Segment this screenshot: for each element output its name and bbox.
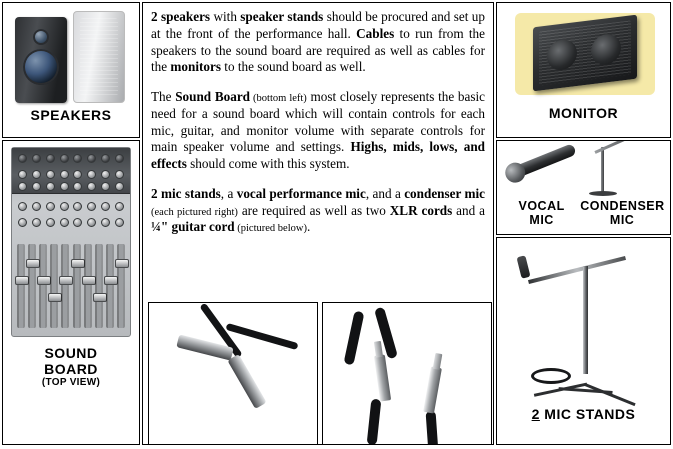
tweeter-icon bbox=[33, 29, 49, 45]
guitar-cable-run bbox=[426, 411, 439, 445]
knob-icon bbox=[60, 170, 69, 179]
knob-icon bbox=[60, 182, 69, 191]
vocal-mic-caption-line1: VOCAL bbox=[518, 199, 565, 213]
microphones-photo bbox=[497, 141, 670, 199]
mic-stands-figure-cell bbox=[496, 237, 671, 445]
p1-bold-cables: Cables bbox=[356, 25, 395, 41]
knob-icon bbox=[115, 218, 124, 227]
mixer-top-panel bbox=[12, 148, 130, 194]
p2-bold-eq: Highs, mids, lows, and effects bbox=[151, 139, 485, 172]
p3-note-pictured-below: (pictured below) bbox=[234, 223, 307, 235]
p3-t12: . bbox=[306, 219, 311, 235]
channel-fader bbox=[39, 244, 47, 328]
channel-fader bbox=[17, 244, 25, 328]
p3-note-pictured-right: (each pictured right) bbox=[151, 206, 238, 218]
knob-icon bbox=[46, 182, 55, 191]
speaker-right bbox=[73, 11, 125, 103]
mic-clip-icon bbox=[516, 255, 530, 279]
knob-icon bbox=[46, 154, 55, 163]
speakers-caption: SPEAKERS bbox=[30, 107, 112, 123]
knob-icon bbox=[73, 218, 82, 227]
knob-icon bbox=[46, 202, 55, 211]
p1-bold-stands: speaker stands bbox=[240, 9, 324, 24]
knob-icon bbox=[87, 218, 96, 227]
knob-row-4 bbox=[18, 202, 124, 211]
knob-icon bbox=[101, 182, 110, 191]
knob-icon bbox=[60, 218, 69, 227]
tripod-leg-icon bbox=[559, 387, 613, 394]
microphones-figure-cell bbox=[496, 140, 671, 235]
woofer-icon bbox=[23, 49, 59, 85]
knob-icon bbox=[115, 154, 124, 163]
sound-board-caption-line3: (TOP VIEW) bbox=[41, 377, 101, 389]
guitar-cable-run bbox=[367, 399, 382, 445]
paragraph-sound-board bbox=[151, 89, 485, 173]
channel-fader bbox=[106, 244, 114, 328]
quarter-inch-plug-icon bbox=[374, 354, 391, 401]
tripod-leg-icon bbox=[584, 383, 635, 406]
p3-t4: , and a bbox=[365, 185, 405, 201]
knob-icon bbox=[87, 182, 96, 191]
paragraph-speakers bbox=[151, 9, 485, 76]
monitor-figure-cell bbox=[496, 2, 671, 138]
guitar-cord-figure-cell bbox=[322, 302, 492, 445]
knob-icon bbox=[32, 182, 41, 191]
condenser-base-icon bbox=[589, 191, 617, 196]
p3-bold-condenser-mic: condenser mic bbox=[404, 185, 485, 201]
condenser-stand-icon bbox=[601, 147, 604, 193]
p3-t7: are required as well as two bbox=[237, 202, 390, 218]
channel-fader bbox=[117, 244, 125, 328]
knob-icon bbox=[18, 170, 27, 179]
xlr-cable-figure-cell bbox=[148, 302, 318, 445]
knob-icon bbox=[101, 154, 110, 163]
xlr-connector-icon bbox=[227, 354, 266, 409]
vocal-mic-icon bbox=[511, 143, 577, 179]
p1-bold-speakers: 2 speakers bbox=[151, 9, 211, 24]
fader-bank bbox=[17, 244, 125, 328]
p3-t9: and a bbox=[452, 202, 485, 218]
p1-t8: to the sound board as well. bbox=[220, 59, 366, 75]
quarter-inch-plug-icon bbox=[423, 366, 442, 413]
mic-stands-caption-rest: MIC STANDS bbox=[539, 406, 636, 422]
knob-icon bbox=[46, 170, 55, 179]
condenser-mic-caption-line2: MIC bbox=[609, 213, 635, 228]
mic-stands-caption bbox=[497, 406, 670, 422]
xlr-cable-photo bbox=[149, 303, 317, 444]
knob-icon bbox=[115, 170, 124, 179]
coiled-cable-icon bbox=[531, 368, 571, 384]
paragraph-mics bbox=[151, 186, 485, 236]
sound-board-caption-line2: BOARD bbox=[44, 361, 98, 378]
channel-fader bbox=[61, 244, 69, 328]
channel-fader bbox=[28, 244, 36, 328]
mic-stand-photo bbox=[497, 238, 670, 406]
knob-row-2 bbox=[18, 170, 124, 179]
knob-icon bbox=[73, 182, 82, 191]
p3-t2: , a bbox=[220, 185, 237, 201]
quarter-inch-guitar-cord-photo bbox=[323, 303, 491, 444]
speaker-left bbox=[15, 17, 67, 103]
stand-pole-icon bbox=[583, 266, 588, 374]
channel-fader bbox=[95, 244, 103, 328]
knob-icon bbox=[60, 154, 69, 163]
p2-bold-sound-board: Sound Board bbox=[175, 89, 251, 105]
boom-arm-icon bbox=[528, 256, 626, 284]
stage-monitor-photo bbox=[497, 5, 670, 105]
speaker-pair-photo bbox=[3, 7, 139, 107]
monitor-caption: MONITOR bbox=[548, 105, 619, 121]
knob-icon bbox=[60, 202, 69, 211]
p2-t1: The bbox=[151, 89, 176, 105]
knob-icon bbox=[32, 202, 41, 211]
vocal-mic-caption-line2: MIC bbox=[529, 213, 554, 228]
mic-stands-count: 2 bbox=[531, 406, 540, 422]
p2-t4: most closely represents the basic need for a sound board which will contain controls for each mic, guitar, and monitor volume with separate controls for main speaker volume and settings. bbox=[151, 89, 485, 155]
channel-fader bbox=[84, 244, 92, 328]
p1-t6: to run from the speakers to the sound board are required as well as cables for the bbox=[151, 25, 485, 75]
knob-icon bbox=[87, 202, 96, 211]
knob-icon bbox=[115, 182, 124, 191]
knob-icon bbox=[32, 218, 41, 227]
speaker-grill-icon bbox=[80, 18, 118, 96]
sound-board-caption-line1: SOUND bbox=[44, 345, 98, 361]
p1-t4: should be procured and set up at the front of the performance hall. bbox=[151, 9, 485, 41]
knob-icon bbox=[32, 154, 41, 163]
knob-icon bbox=[18, 154, 27, 163]
knob-icon bbox=[101, 218, 110, 227]
guitar-cable-run bbox=[343, 311, 364, 366]
p2-t6: should come with this system. bbox=[186, 156, 350, 172]
knob-icon bbox=[46, 218, 55, 227]
knob-icon bbox=[73, 154, 82, 163]
knob-icon bbox=[73, 202, 82, 211]
knob-icon bbox=[18, 202, 27, 211]
knob-icon bbox=[101, 170, 110, 179]
p1-t2: with bbox=[210, 9, 241, 24]
p3-bold-xlr: XLR cords bbox=[389, 202, 453, 218]
knob-row-1 bbox=[18, 154, 124, 163]
sound-board-figure-cell bbox=[2, 140, 140, 445]
p3-bold-mic-stands: 2 mic stands bbox=[151, 185, 221, 201]
mixing-console-photo bbox=[11, 147, 131, 337]
channel-fader bbox=[73, 244, 81, 328]
channel-fader bbox=[50, 244, 58, 328]
knob-icon bbox=[115, 202, 124, 211]
knob-icon bbox=[73, 170, 82, 179]
knob-icon bbox=[32, 170, 41, 179]
p1-bold-monitors: monitors bbox=[170, 59, 221, 75]
knob-row-5 bbox=[18, 218, 124, 227]
p3-bold-vocal-mic: vocal performance mic bbox=[236, 185, 366, 201]
knob-row-3 bbox=[18, 182, 124, 191]
knob-icon bbox=[101, 202, 110, 211]
p2-note-bottom-left: (bottom left) bbox=[250, 93, 307, 105]
knob-icon bbox=[18, 218, 27, 227]
speakers-figure-cell bbox=[2, 2, 140, 138]
condenser-mic-caption-line1: CONDENSER bbox=[580, 199, 665, 213]
monitor-wedge-icon bbox=[533, 15, 637, 92]
knob-icon bbox=[87, 170, 96, 179]
p3-bold-guitar-cord: ¼" guitar cord bbox=[151, 219, 235, 235]
knob-icon bbox=[87, 154, 96, 163]
knob-icon bbox=[18, 182, 27, 191]
